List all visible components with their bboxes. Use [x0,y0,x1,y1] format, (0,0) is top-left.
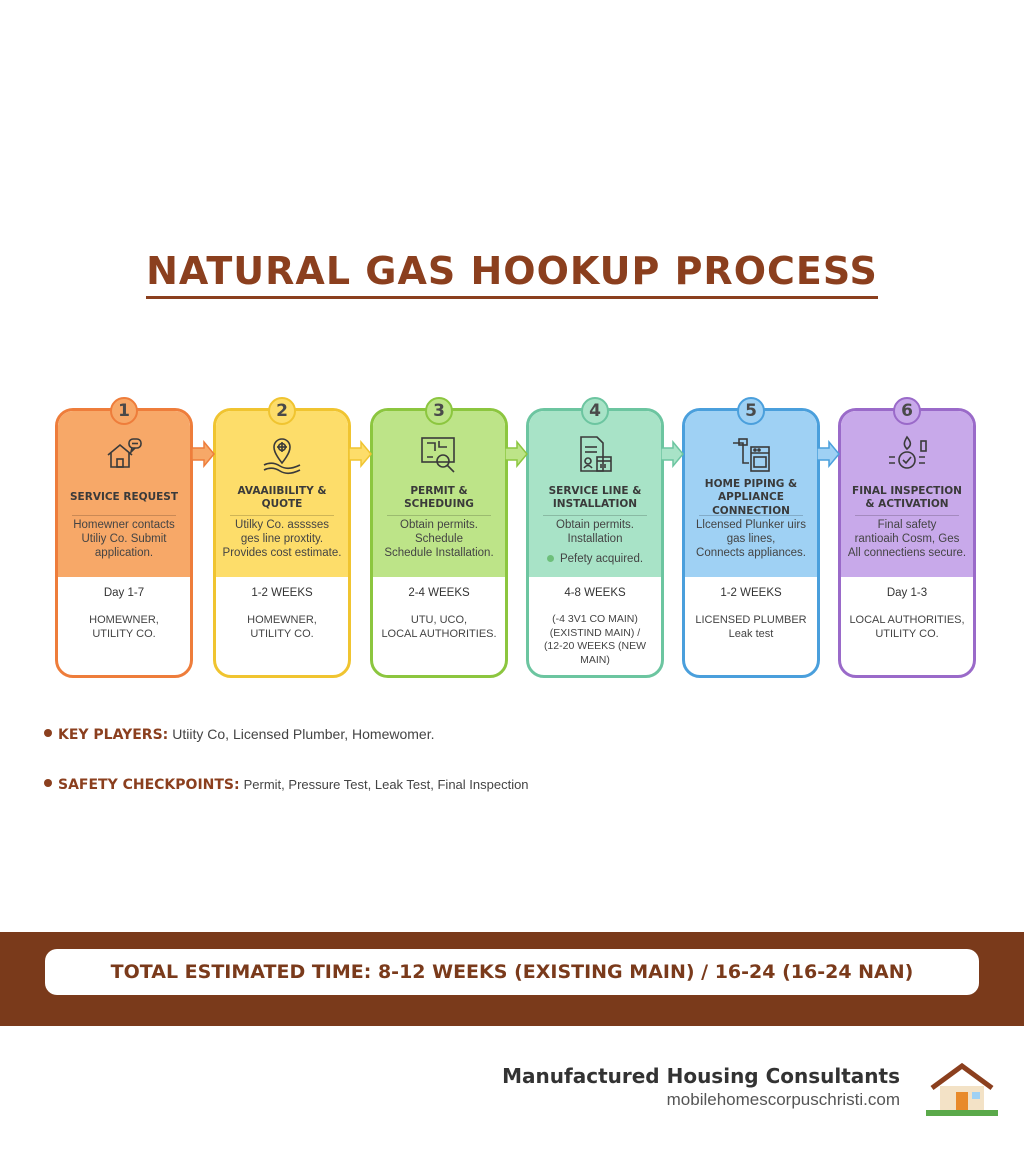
step-number: 6 [893,397,921,425]
step-description: Llcensed Plunker uirs gas lines, Connects appliances. [696,519,806,559]
bullet-icon [44,779,52,787]
step-title: HOME PIPING & APPLIANCE CONNECTION [704,478,798,517]
key-players-text: Utiity Co, Licensed Plumber, Homewomer. [172,726,435,742]
flame-check-icon [885,433,929,477]
step-description: Utilky Co. asssses ges line proxtity. Provides cost estimate. [222,519,342,559]
step-timeframe: Day 1-3 [886,587,928,599]
step-number: 5 [737,397,765,425]
step-card-2 [213,401,351,678]
step-description: Homewner contacts Utiliy Co. Submit application. [73,519,175,559]
arrow-right-icon [505,440,529,468]
step-timeframe: 1-2 WEEKS [720,587,782,599]
house-logo-icon [924,1060,1000,1118]
arrow-right-icon [817,440,841,468]
arrow-right-icon [349,440,373,468]
blueprint-search-icon [417,433,461,477]
step-description: Obtain permits. Schedule Schedule Installation. [384,519,494,559]
step-title: PERMIT & SCHEDUING [404,484,474,510]
step-timeframe: 4-8 WEEKS [564,587,626,599]
step-description: Obtain permits. Installation [556,519,634,545]
brand-name: Manufactured Housing Consultants [502,1064,900,1088]
step-players: LICENSED PLUMBER Leak test [695,614,807,641]
key-players-line [44,726,434,743]
step-title: AVAAIIBILITY & QUOTE [237,484,327,510]
step-number: 4 [581,397,609,425]
step-card-5 [682,401,820,678]
step-number: 3 [425,397,453,425]
step-divider [387,515,491,516]
key-players-label: KEY PLAYERS: [58,727,169,743]
step-card-1 [55,401,193,678]
total-band [0,932,1024,1026]
arrow-right-icon [192,440,216,468]
step-timeframe: Day 1-7 [103,587,145,599]
safety-text: Permit, Pressure Test, Leak Test, Final Inspection [243,777,529,792]
step-card-3 [370,401,508,678]
house-chat-icon [102,433,146,477]
step-divider [230,515,334,516]
page-title: NATURAL GAS HOOKUP PROCESS [146,252,878,299]
step-description: Final safety rantioaih Cosm, Ges All connectiens secure. [847,519,967,559]
step-card-6 [838,401,976,678]
brand-url: mobilehomescorpuschristi.com [666,1090,900,1109]
step-number: 2 [268,397,296,425]
step-title: FINAL INSPECTION & ACTIVATION [852,484,962,510]
arrow-right-icon [661,440,685,468]
green-dot-icon [547,555,554,562]
pipe-appliance-icon [729,433,773,477]
step-players: (-4 3V1 CO MAIN) (EXISTIND MAIN) / (12-20 WEEKS (NEW MAIN) [543,613,647,666]
step-players: UTU, UCO, LOCAL AUTHORITIES. [381,614,497,641]
map-pin-pipe-icon [260,433,304,477]
bullet-icon [44,729,52,737]
step-card-4 [526,401,664,678]
permit-calendar-icon [573,433,617,477]
step-divider [699,515,803,516]
step-divider [855,515,959,516]
step-number: 1 [110,397,138,425]
total-time: TOTAL ESTIMATED TIME: 8-12 WEEKS (EXISTING MAIN) / 16-24 (16-24 NAN) [45,949,979,995]
brand-block [502,1064,900,1110]
step-players: HOMEWNER, UTILITY CO. [89,614,159,641]
step-extra-note [533,553,657,565]
step-players: HOMEWNER, UTILITY CO. [247,614,317,641]
step-divider [543,515,647,516]
step-divider [72,515,176,516]
step-players: LOCAL AUTHORITIES, UTILITY CO. [849,614,965,641]
safety-line [44,776,529,793]
page-title-wrap [0,249,1024,299]
safety-label: SAFETY CHECKPOINTS: [58,777,240,793]
step-timeframe: 1-2 WEEKS [251,587,313,599]
step-extra-text: Pefety acquired. [559,553,644,565]
step-title: SERVICE REQUEST [70,491,178,504]
step-timeframe: 2-4 WEEKS [408,587,470,599]
step-title: SERVICE LINE & INSTALLATION [548,484,642,510]
